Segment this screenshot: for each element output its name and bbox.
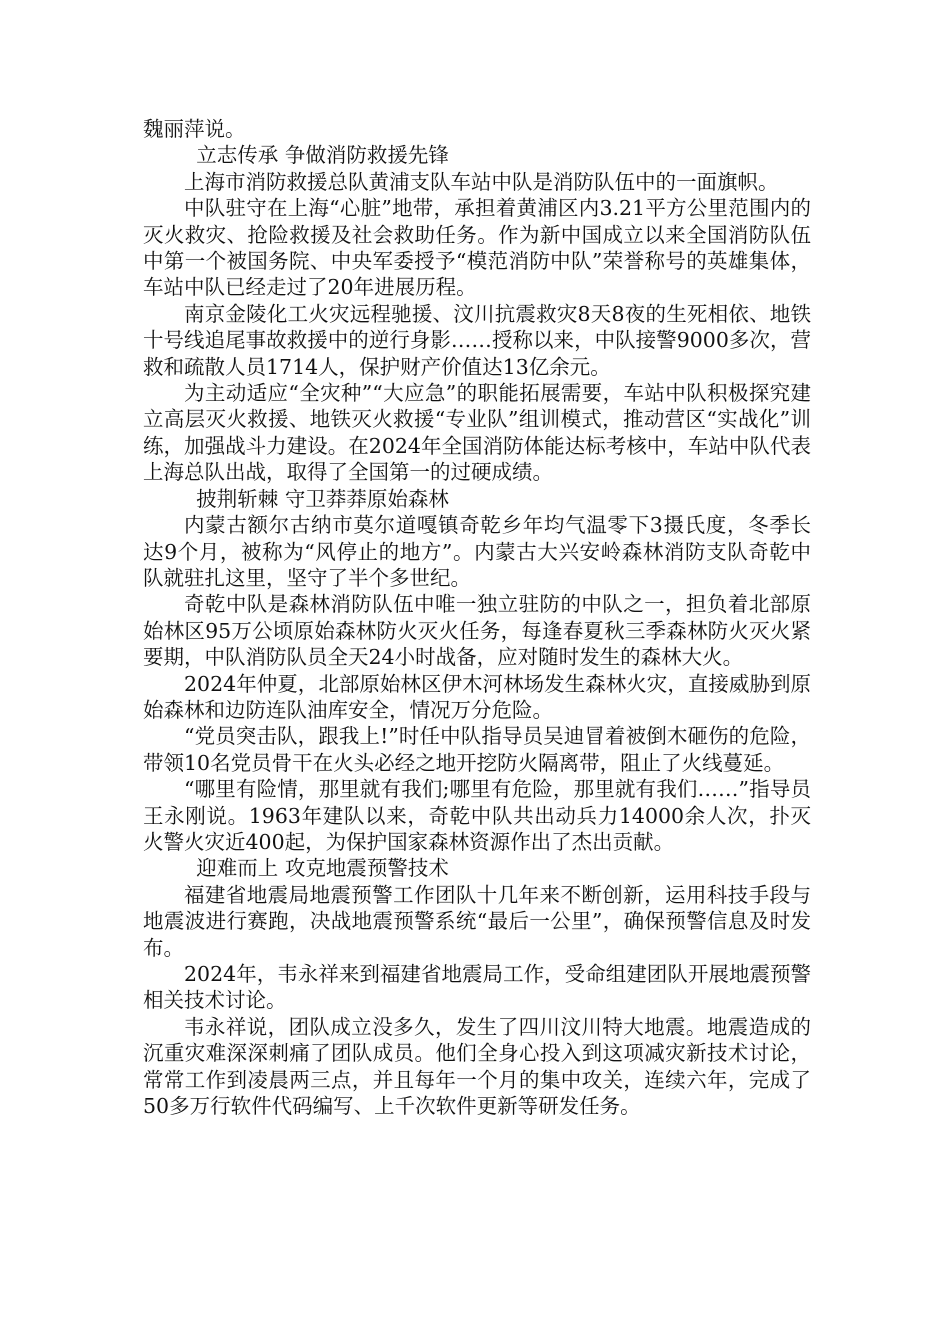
paragraph: “党员突击队，跟我上!”时任中队指导员吴迪冒着被倒木砸伤的危险，带领10名党员骨干在火头必经之地开挖防火隔离带，阻止了火线蔓延。 <box>143 724 811 775</box>
paragraph: 上海市消防救援总队黄浦支队车站中队是消防队伍中的一面旗帜。 <box>184 169 779 194</box>
paragraph: 奇乾中队是森林消防队伍中唯一独立驻防的中队之一，担负着北部原始林区95万公顷原始森林防火灭火任务，每逢春夏秋三季森林防火灭火紧要期，中队消防队员全天24小时战备，应对随时发生的森林大火。 <box>143 592 811 670</box>
paragraph: 韦永祥说，团队成立没多久，发生了四川汶川特大地震。地震造成的沉重灾难深深刺痛了团队成员。他们全身心投入到这项减灾新技术讨论，常常工作到凌晨两三点，并且每年一个月的集中攻关，连续六年，完成了50多万行软件代码编写、上千次软件更新等研发任务。 <box>143 1014 811 1119</box>
section-heading: 迎难而上 攻克地震预警技术 <box>196 856 449 881</box>
paragraph: 内蒙古额尔古纳市莫尔道嘎镇奇乾乡年均气温零下3摄氏度，冬季长达9个月，被称为“风停止的地方”。内蒙古大兴安岭森林消防支队奇乾中队就驻扎这里，坚守了半个多世纪。 <box>143 513 811 590</box>
paragraph: 2024年，韦永祥来到福建省地震局工作，受命组建团队开展地震预警相关技术讨论。 <box>143 962 811 1013</box>
paragraph: “哪里有险情，那里就有我们;哪里有危险，那里就有我们……”指导员王永刚说。1963年建队以来，奇乾中队共出动兵力14000余人次，扑灭火警火灾近400起，为保护国家森林资源作出了杰出贡献。 <box>143 777 811 854</box>
paragraph: 为主动适应“全灾种”“大应急”的职能拓展需要，车站中队积极探究建立高层灭火救援、地铁灭火救援“专业队”组训模式，推动营区“实战化”训练，加强战斗力建设。在2024年全国消防体能达标考核中，车站中队代表上海总队出战，取得了全国第一的过硬成绩。 <box>143 381 811 485</box>
paragraph: 魏丽萍说。 <box>143 117 246 141</box>
section-heading: 披荆斩棘 守卫莽莽原始森林 <box>196 486 449 511</box>
paragraph: 南京金陵化工火灾远程驰援、汶川抗震救灾8天8夜的生死相依、地铁十号线追尾事故救援中的逆行身影……授称以来，中队接警9000多次，营救和疏散人员1714人，保护财产价值达13亿余元。 <box>143 301 811 379</box>
section-heading: 立志传承 争做消防救援先锋 <box>196 143 449 168</box>
paragraph: 中队驻守在上海“心脏”地带，承担着黄浦区内3.21平方公里范围内的灭火救灾、抢险救援及社会救助任务。作为新中国成立以来全国消防队伍中第一个被国务院、中央军委授予“模范消防中队”荣誉称号的英雄集体，车站中队已经走过了20年进展历程。 <box>143 196 811 300</box>
document-page <box>143 116 811 1119</box>
paragraph: 福建省地震局地震预警工作团队十几年来不断创新，运用科技手段与地震波进行赛跑，决战地震预警系统“最后一公里”，确保预警信息及时发布。 <box>143 882 811 960</box>
paragraph: 2024年仲夏，北部原始林区伊木河林场发生森林火灾，直接威胁到原始森林和边防连队油库安全，情况万分危险。 <box>143 671 811 722</box>
